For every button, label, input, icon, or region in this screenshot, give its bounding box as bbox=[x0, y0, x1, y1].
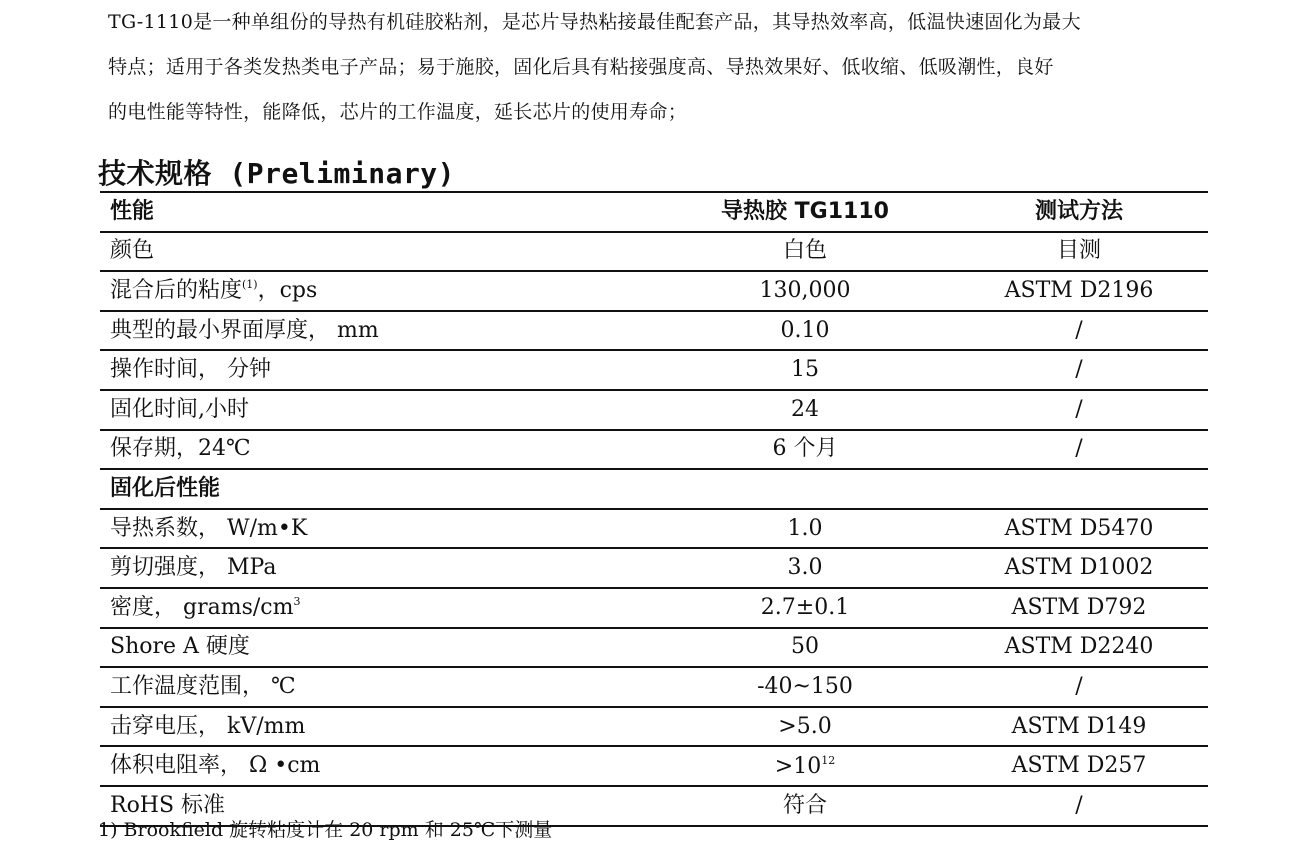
method-cell: ASTM D257 bbox=[950, 746, 1208, 786]
table-row bbox=[100, 232, 1208, 272]
property-cell: 操作时间， 分钟 bbox=[100, 350, 660, 390]
method-cell: / bbox=[950, 390, 1208, 430]
section-row-cured-properties bbox=[100, 469, 1208, 509]
method-cell: / bbox=[950, 350, 1208, 390]
table-row bbox=[100, 707, 1208, 747]
section-heading-en: (Preliminary) bbox=[229, 157, 456, 190]
method-cell: / bbox=[950, 311, 1208, 351]
footnote-marker: (1) bbox=[242, 278, 258, 292]
section-heading-cn: 技术规格 bbox=[98, 157, 213, 190]
property-cell: 保存期，24℃ bbox=[100, 430, 660, 470]
empty-cell bbox=[950, 469, 1208, 509]
header-method: 测试方法 bbox=[950, 192, 1208, 232]
property-cell: 典型的最小界面厚度， mm bbox=[100, 311, 660, 351]
method-cell: / bbox=[950, 430, 1208, 470]
section-label: 固化后性能 bbox=[100, 469, 660, 509]
footnote: 1) Brookfield 旋转粘度计在 20 rpm 和 25℃下测量 bbox=[98, 819, 553, 841]
intro-line: TG-1110是一种单组份的导热有机硅胶粘剂，是芯片导热粘接最佳配套产品，其导热效率高，低温快速固化为最大 bbox=[108, 11, 1081, 33]
method-cell: ASTM D1002 bbox=[950, 548, 1208, 588]
method-cell: / bbox=[950, 786, 1208, 826]
method-cell: 目测 bbox=[950, 232, 1208, 272]
value-cell: 1.0 bbox=[660, 509, 950, 549]
table-row bbox=[100, 667, 1208, 707]
header-product: 导热胶 TG1110 bbox=[660, 192, 950, 232]
table-row bbox=[100, 548, 1208, 588]
property-cell: 剪切强度， MPa bbox=[100, 548, 660, 588]
value-cell: 15 bbox=[660, 350, 950, 390]
method-cell: ASTM D2240 bbox=[950, 628, 1208, 668]
value-cell: $>10^{12}$ bbox=[660, 746, 950, 786]
property-cell: 工作温度范围， ℃ bbox=[100, 667, 660, 707]
intro-line: 特点；适用于各类发热类电子产品；易于施胶，固化后具有粘接强度高、导热效果好、低收缩、低吸潮性，良好 bbox=[108, 56, 1054, 78]
value-cell: 符合 bbox=[660, 786, 950, 826]
property-cell: 体积电阻率， Ω •cm bbox=[100, 746, 660, 786]
property-cell: 混合后的粘度$^{(1)}$，cps bbox=[100, 271, 660, 311]
superscript: 12 bbox=[821, 753, 836, 767]
table-header-row bbox=[100, 192, 1208, 232]
table-row bbox=[100, 628, 1208, 668]
table-row bbox=[100, 509, 1208, 549]
spec-table bbox=[100, 191, 1208, 827]
method-cell: ASTM D5470 bbox=[950, 509, 1208, 549]
value-cell: >5.0 bbox=[660, 707, 950, 747]
table-row bbox=[100, 271, 1208, 311]
property-cell: 颜色 bbox=[100, 232, 660, 272]
value-cell: 2.7±0.1 bbox=[660, 588, 950, 628]
table-row bbox=[100, 311, 1208, 351]
table-row bbox=[100, 746, 1208, 786]
value-cell: 3.0 bbox=[660, 548, 950, 588]
table-row bbox=[100, 588, 1208, 628]
method-cell: ASTM D2196 bbox=[950, 271, 1208, 311]
superscript: 3 bbox=[293, 595, 301, 609]
empty-cell bbox=[660, 469, 950, 509]
value-cell: 白色 bbox=[660, 232, 950, 272]
value-cell: 6 个月 bbox=[660, 430, 950, 470]
value-cell: 24 bbox=[660, 390, 950, 430]
property-cell: 击穿电压， kV/mm bbox=[100, 707, 660, 747]
value-cell: -40~150 bbox=[660, 667, 950, 707]
header-property: 性能 bbox=[100, 192, 660, 232]
value-cell: 50 bbox=[660, 628, 950, 668]
table-row bbox=[100, 430, 1208, 470]
method-cell: ASTM D792 bbox=[950, 588, 1208, 628]
table-row bbox=[100, 350, 1208, 390]
intro-line: 的电性能等特性，能降低，芯片的工作温度，延长芯片的使用寿命； bbox=[108, 101, 688, 123]
method-cell: ASTM D149 bbox=[950, 707, 1208, 747]
property-cell: Shore A 硬度 bbox=[100, 628, 660, 668]
table-row bbox=[100, 390, 1208, 430]
property-cell: RoHS 标准 bbox=[100, 786, 660, 826]
value-cell: 130,000 bbox=[660, 271, 950, 311]
method-cell: / bbox=[950, 667, 1208, 707]
property-cell: 固化时间,小时 bbox=[100, 390, 660, 430]
property-cell: 密度， grams/$cm^3$ bbox=[100, 588, 660, 628]
product-description bbox=[108, 0, 1218, 135]
value-cell: 0.10 bbox=[660, 311, 950, 351]
property-cell: 导热系数， W/m•K bbox=[100, 509, 660, 549]
section-heading bbox=[98, 152, 455, 192]
